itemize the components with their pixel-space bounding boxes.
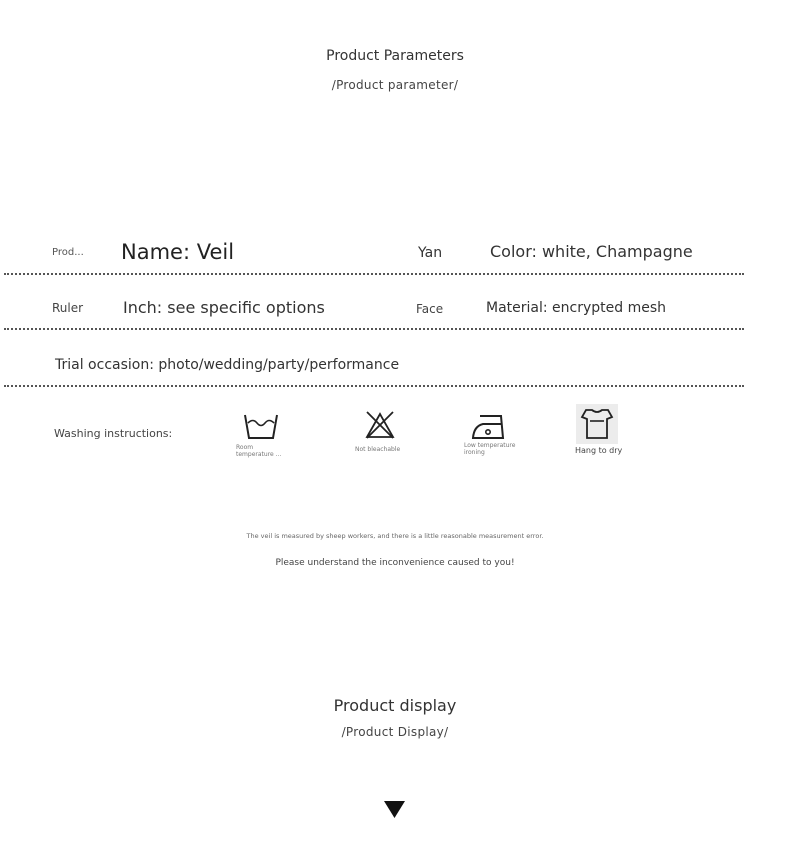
apology-note: Please understand the inconvenience caused to you!	[275, 558, 515, 568]
product-name: Name: Veil	[121, 240, 235, 264]
wash-basin-icon	[243, 412, 279, 444]
no-bleach-caption: Not bleachable	[355, 446, 401, 453]
product-size: Inch: see specific options	[123, 298, 325, 317]
washing-label: Washing instructions:	[54, 427, 173, 440]
divider	[4, 385, 744, 387]
row2-label: Ruler	[52, 301, 84, 315]
section-title: Product Parameters	[326, 48, 464, 64]
divider	[4, 328, 744, 330]
row2-label2: Face	[416, 302, 444, 316]
hang-dry-caption: Hang to dry	[575, 446, 623, 455]
product-occasion: Trial occasion: photo/wedding/party/performance	[55, 357, 400, 373]
no-bleach-icon	[364, 410, 396, 444]
section-subtitle: /Product parameter/	[331, 78, 459, 92]
product-color: Color: white, Champagne	[490, 242, 693, 261]
product-material: Material: encrypted mesh	[486, 300, 667, 316]
iron-icon	[471, 412, 507, 444]
divider	[4, 273, 744, 275]
iron-caption: Low temperature ironing	[464, 442, 516, 456]
wash-caption: Room temperature ...	[236, 444, 282, 458]
row1-label: Prod...	[52, 247, 84, 258]
hang-dry-icon	[576, 404, 618, 448]
down-triangle-icon	[384, 801, 405, 823]
display-subtitle: /Product Display/	[341, 725, 449, 739]
display-title: Product display	[333, 696, 457, 715]
row1-label2: Yan	[418, 245, 443, 261]
measurement-note: The veil is measured by sheep workers, and there is a little reasonable measurement error.	[246, 532, 544, 540]
